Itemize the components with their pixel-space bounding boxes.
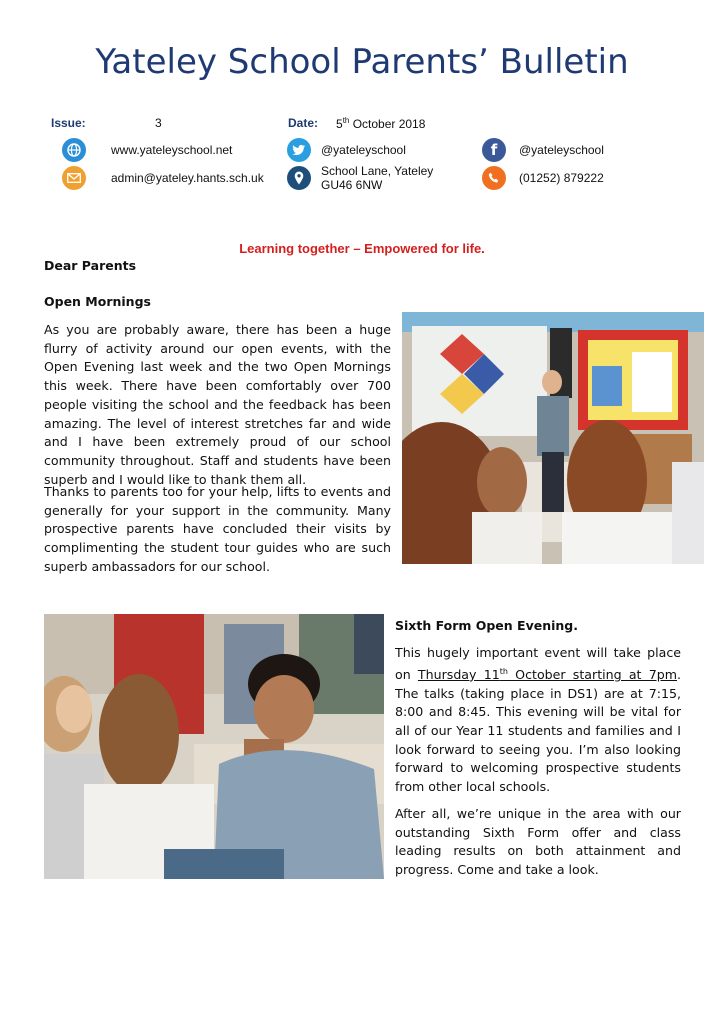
contact-phone[interactable] xyxy=(482,166,604,190)
contact-email[interactable] xyxy=(62,166,264,190)
contact-address xyxy=(287,164,433,192)
email-icon xyxy=(62,166,86,190)
open-mornings-paragraph-1: As you are probably aware, there has been a huge flurry of activity around our open events, with the Open Evening last week and the two Open Mornings this week. There have been comfortably over 700 people visiting the school and the feedback has been amazing. The level of interest stretches far and wide and I have been extremely proud of our school community throughout. Staff and students have been superb and I would like to thank them all. xyxy=(44,322,391,487)
issue-value: 3 xyxy=(155,116,162,130)
open-mornings-paragraph-2: Thanks to parents too for your help, lifts to events and generally for your support in the community. Many prospective parents have concluded their visits by complimenting the student tour guides who are such superb ambassadors for our school. xyxy=(44,484,391,574)
facebook-icon: f xyxy=(482,138,506,162)
address: School Lane, Yateley GU46 6NW xyxy=(321,164,434,192)
location-icon xyxy=(287,166,311,190)
students-photo xyxy=(44,614,384,879)
website-link[interactable]: www.yateleyschool.net xyxy=(111,143,233,157)
sixth-form-paragraph-1: This hugely important event will take place on Thursday 11th October starting at 7pm. The talks (taking place in DS1) are at 7:15, 8:00 and 8:45. This evening will be vital for all of our Year 11 students and families and I look forward to seeing you. I’m also looking forward to welcoming prospective students from other local schools. xyxy=(395,645,681,795)
phone-icon xyxy=(482,166,506,190)
date-value: 5th October 2018 xyxy=(336,116,426,131)
email-link[interactable]: admin@yateley.hants.sch.uk xyxy=(111,171,264,185)
greeting: Dear Parents xyxy=(44,258,137,273)
contact-facebook[interactable] xyxy=(482,138,604,162)
twitter-icon xyxy=(287,138,311,162)
school-motto: Learning together – Empowered for life. xyxy=(239,241,485,256)
issue-label: Issue: xyxy=(51,116,86,130)
classroom-teacher-photo xyxy=(402,312,704,564)
date-label: Date: xyxy=(288,116,319,130)
sixth-form-heading: Sixth Form Open Evening. xyxy=(395,618,578,633)
contact-twitter[interactable] xyxy=(287,138,406,162)
facebook-handle[interactable]: @yateleyschool xyxy=(519,143,604,157)
twitter-handle[interactable]: @yateleyschool xyxy=(321,143,406,157)
phone-number[interactable]: (01252) 879222 xyxy=(519,171,604,185)
open-mornings-heading: Open Mornings xyxy=(44,294,151,309)
event-date-time: Thursday 11th October starting at 7pm xyxy=(417,666,677,682)
globe-icon xyxy=(62,138,86,162)
contact-website[interactable] xyxy=(62,138,232,162)
bulletin-title: Yateley School Parents’ Bulletin xyxy=(95,42,629,82)
sixth-form-paragraph-2: After all, we’re unique in the area with our outstanding Sixth Form offer and class leading results on both attainment and progress. Come and take a look. xyxy=(395,806,681,878)
